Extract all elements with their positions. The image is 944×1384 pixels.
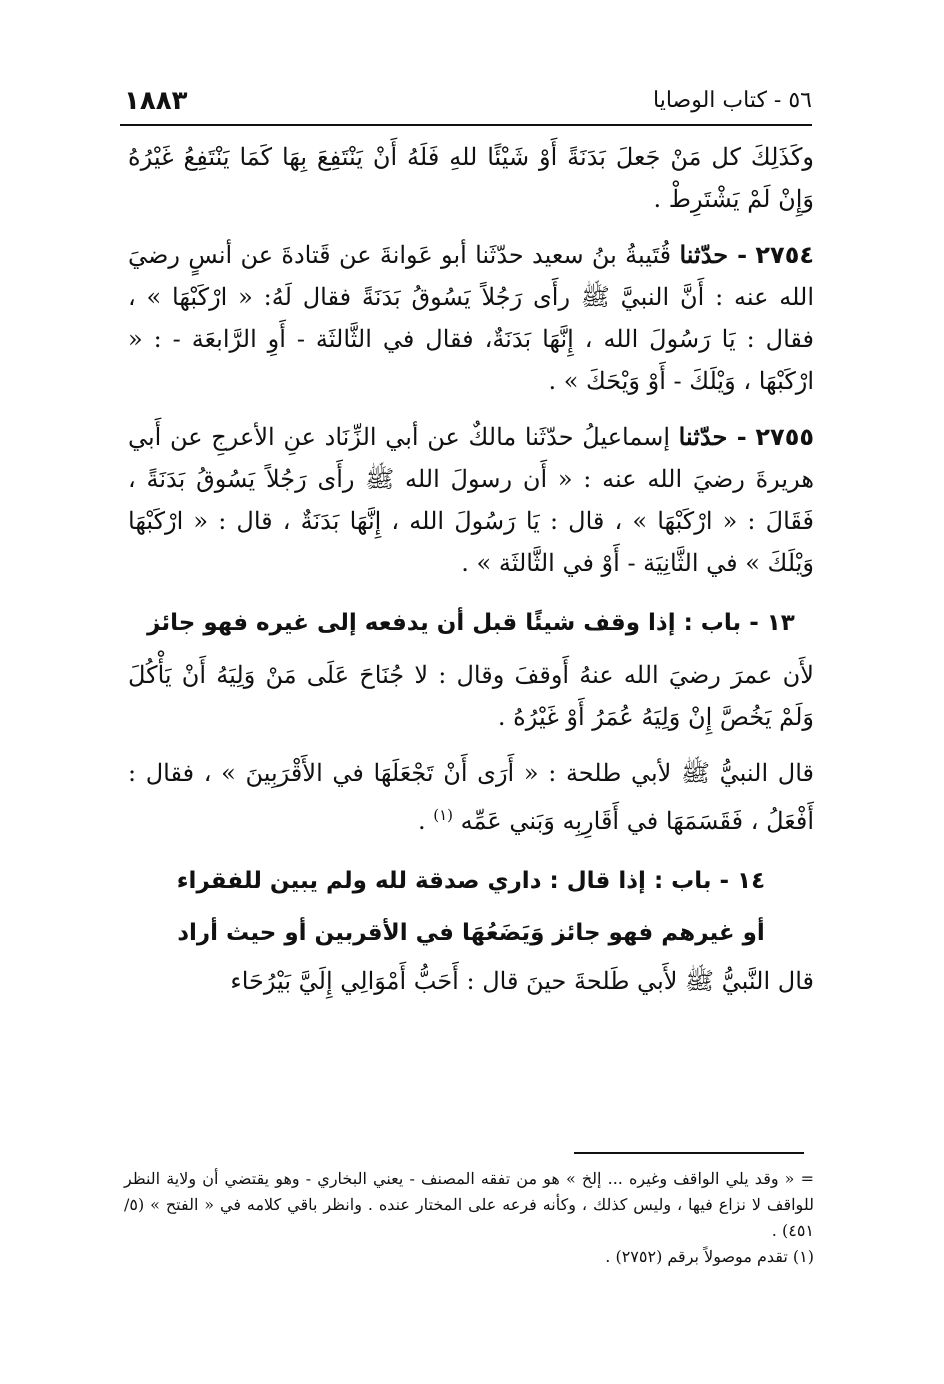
footnote-1: (١) تقدم موصولاً برقم (٢٧٥٢) .: [605, 1247, 814, 1266]
footnote-reference: (١): [433, 806, 454, 824]
footnote-continued: = « وقد يلي الواقف وغيره ... إلخ » هو من تفقه المصنف - يعني البخاري - وهو يقتضي أن ولاية النظر للواقف لا نزاع فيها ، وليس كذلك ، وكأنه فرعه على المختار عنده . وانظر باقي كلامه في « الفتح » (٥/ ٤٥١) .: [124, 1169, 814, 1240]
chapter-heading-13: ١٣ - باب : إذا وقف شيئًا قبل أن يدفعه إلى غيره فهو جائز: [147, 610, 795, 636]
header-divider: [120, 124, 812, 126]
hadith-number: ٢٧٥٥: [755, 423, 814, 451]
main-text: [128, 136, 814, 1002]
paragraph-text: قال النبيُّ ﷺ لأبي طلحة : « أَرَى أَنْ تَجْعَلَهَا في الأَقْرَبِينَ » ، فقال : أَفْعَلُ ، فَقَسَمَهَا في أَقَارِبِه وَبَني عَمِّه: [128, 759, 814, 835]
hadith-2755: [128, 416, 814, 584]
paragraph-intro: وكَذَلِكَ كل مَنْ جَعلَ بَدَنَةً أَوْ شَيْئًا للهِ فَلَهُ أَنْ يَنْتَفِعَ بِهَا كَمَا يَنْتَفِعُ غَيْرُهُ وَإِنْ لَمْ يَشْتَرِطْ .: [128, 143, 814, 213]
page-number: ١٨٨٣: [124, 86, 188, 116]
hadith-lead: - حدّثنا: [678, 422, 747, 451]
hadith-2754: [128, 234, 814, 402]
paragraph-chapter13-a: لأَن عمرَ رضيَ الله عنهُ أَوقفَ وقال : لا جُنَاحَ عَلَى مَنْ وَلِيَهُ أَنْ يَأْكُلَ وَلَمْ يَخُصَّ إِنْ وَلِيَهُ عُمَرُ أَوْ غَيْرُهُ .: [128, 661, 814, 731]
page-header: [124, 86, 812, 126]
chapter-heading-14-line2: أو غيرهم فهو جائز وَيَضَعُهَا في الأقربين أو حيث أراد: [177, 920, 765, 946]
hadith-lead: - حدّثنا: [679, 240, 748, 269]
footnotes: [124, 1166, 814, 1270]
paragraph-chapter14: قال النَّبيُّ ﷺ لأَبي طَلحةَ حينَ قال : أَحَبُّ أَمْوَالِي إِلَيَّ بَيْرُحَاء: [230, 967, 814, 995]
footnote-divider: [574, 1152, 804, 1154]
running-title: ٥٦ - كتاب الوصايا: [653, 88, 812, 113]
hadith-number: ٢٧٥٤: [755, 241, 814, 269]
hadith-text: إسماعيلُ حدّثَنا مالكٌ عن أبي الزِّنَاد عنِ الأعرجِ عن أَبي هريرةَ رضيَ الله عنه : « أَن رسولَ الله ﷺ رأَى رَجُلاً يَسُوقُ بَدَنَةً ، فَقَالَ : « ارْكَبْهَا » ، قال : يَا رَسُولَ الله ، إِنَّهَا بَدَنَةٌ ، قال : « ارْكَبْهَا وَيْلَكَ » في الثَّانِيَة - أَوْ في الثَّالثَة » .: [128, 423, 814, 577]
paragraph-chapter13-b: [128, 752, 814, 842]
chapter-heading-14-line1: ١٤ - باب : إذا قال : داري صدقة لله ولم يبين للفقراء: [176, 868, 766, 894]
hadith-text: قُتَيبةُ بنُ سعيد حدّثَنا أبو عَوانةَ عن قَتادةَ عن أنسٍ رضيَ الله عنه : أَنَّ النبيَّ ﷺ رأَى رَجُلاً يَسُوقُ بَدَنَةً فقال لَهُ: « ارْكَبْهَا » ، فقال : يَا رَسُولَ الله ، إِنَّهَا بَدَنَةٌ، فقال في الثَّالثَة - أَوِ الرَّابعَة - : « ارْكَبْهَا ، وَيْلَكَ - أَوْ وَيْحَكَ » .: [128, 241, 814, 395]
paragraph-end: .: [417, 807, 434, 835]
